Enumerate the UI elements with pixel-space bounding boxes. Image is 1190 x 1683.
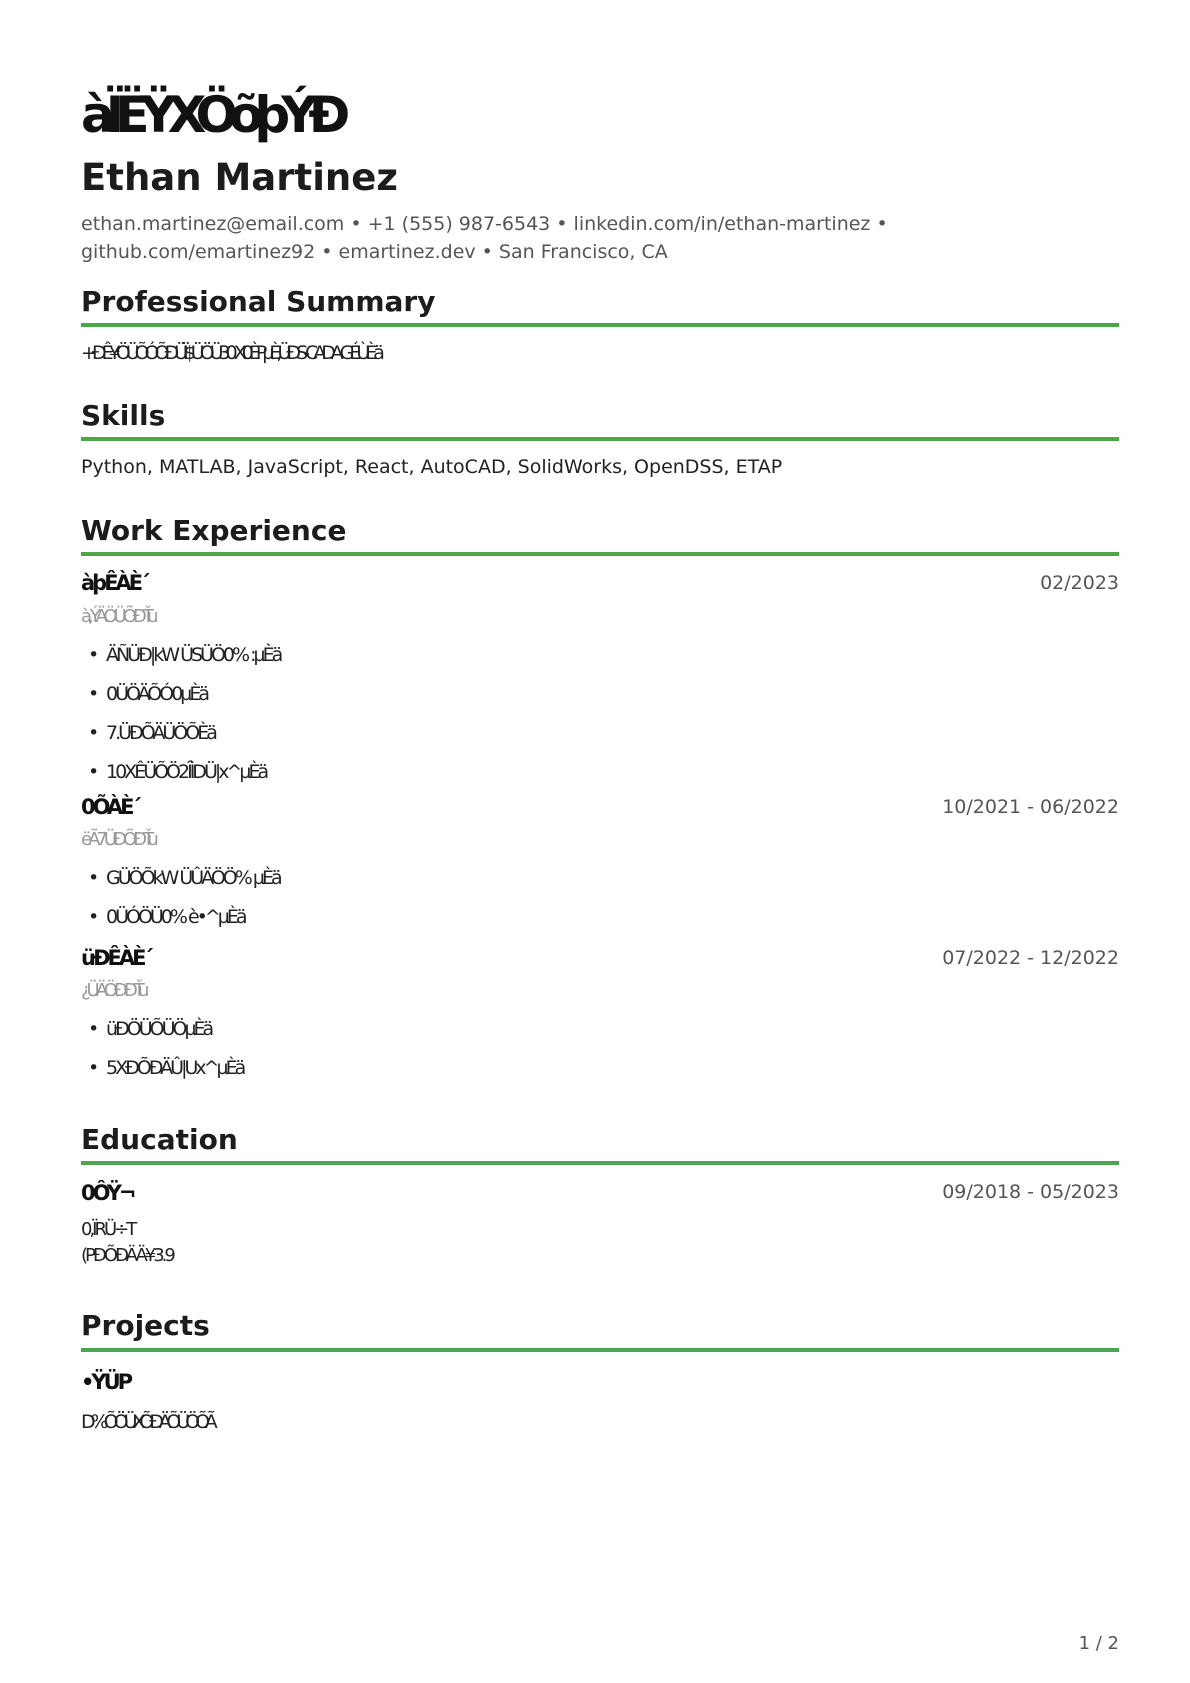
candidate-name: Ethan Martinez (81, 156, 398, 199)
job-bullet-list (81, 640, 280, 796)
section-divider (81, 552, 1119, 556)
skills-list: Python, MATLAB, JavaScript, React, AutoCAD, SolidWorks, OpenDSS, ETAP (81, 456, 783, 478)
list-item: • 0ÜÖÄÕÓ0µÈä (81, 679, 280, 718)
section-title-skills: Skills (81, 399, 166, 432)
section-divider (81, 1161, 1119, 1165)
job-bullet-list (81, 863, 280, 941)
job-title: üÐÊÀÈ´ (81, 946, 151, 970)
page-number: 1 / 2 (1078, 1633, 1119, 1654)
school-name: 0,ÏRÜ÷T (81, 1219, 135, 1240)
list-item: • GÜÖÕkW ÜÛÄÖÖ% µÈä (81, 863, 280, 902)
education-detail: (PÐÕÐÄÄ¥3.9 (81, 1245, 173, 1266)
garbled-name-heading: àÏËŸXÖõþÝÐ (81, 86, 342, 144)
section-title-experience: Work Experience (81, 514, 347, 547)
section-title-projects: Projects (81, 1309, 210, 1342)
job-date: 02/2023 (1040, 572, 1119, 594)
job-bullet-list (81, 1014, 243, 1092)
project-description: D%ÕÖÜXÕÐÄÕÜÖÕÃ (81, 1411, 213, 1433)
list-item: • ÄÑÜÐ|kW ÜSÜÖ0% :µÈä (81, 640, 280, 679)
contact-info: ethan.martinez@email.com • +1 (555) 987-6543 • linkedin.com/in/ethan-martinez • github.com/emartinez92 • emartinez.dev • San Francisco, CA (81, 213, 888, 263)
job-company: ¿ÜÄÖÐÐŤu (81, 980, 146, 1001)
job-title: àþÊÀÈ´ (81, 571, 148, 595)
section-divider (81, 437, 1119, 441)
list-item: • 7.ÜÐÕÄÜÖÕÈä (81, 718, 280, 757)
section-title-summary: Professional Summary (81, 285, 436, 318)
summary-text: +ÐÊ¥ÖÜÕÓÕÐÜÏ$ÜÖÜ30 X0ÈPµÈ,ÜÐS-CADA GÉÙÈ ä (81, 342, 380, 364)
list-item: • 5XÐÕÐÄÛ|Ux^µÈä (81, 1053, 243, 1092)
job-company: ëÃ7ÜÐÕÐŤu (81, 829, 155, 850)
degree-title: 0ÔŸ¬ (81, 1181, 134, 1205)
section-divider (81, 1348, 1119, 1352)
list-item: • 0ÜÓÖÜ0% è•^µÈä (81, 902, 280, 941)
job-company: à,ÝÄÖÜÕÐŤu (81, 606, 155, 627)
job-title: 0ÕÀÈ´ (81, 795, 139, 819)
project-name: •ŸÜP (81, 1370, 131, 1394)
education-date: 09/2018 - 05/2023 (942, 1181, 1119, 1203)
job-date: 10/2021 - 06/2022 (942, 796, 1119, 818)
section-title-education: Education (81, 1123, 238, 1156)
list-item: • üÐÖÜÕÜÖµÈä (81, 1014, 243, 1053)
section-divider (81, 323, 1119, 327)
list-item: • 10XÊÜÕÖ2ÎÌDÜ|x^µÈä (81, 757, 280, 796)
job-date: 07/2022 - 12/2022 (942, 947, 1119, 969)
